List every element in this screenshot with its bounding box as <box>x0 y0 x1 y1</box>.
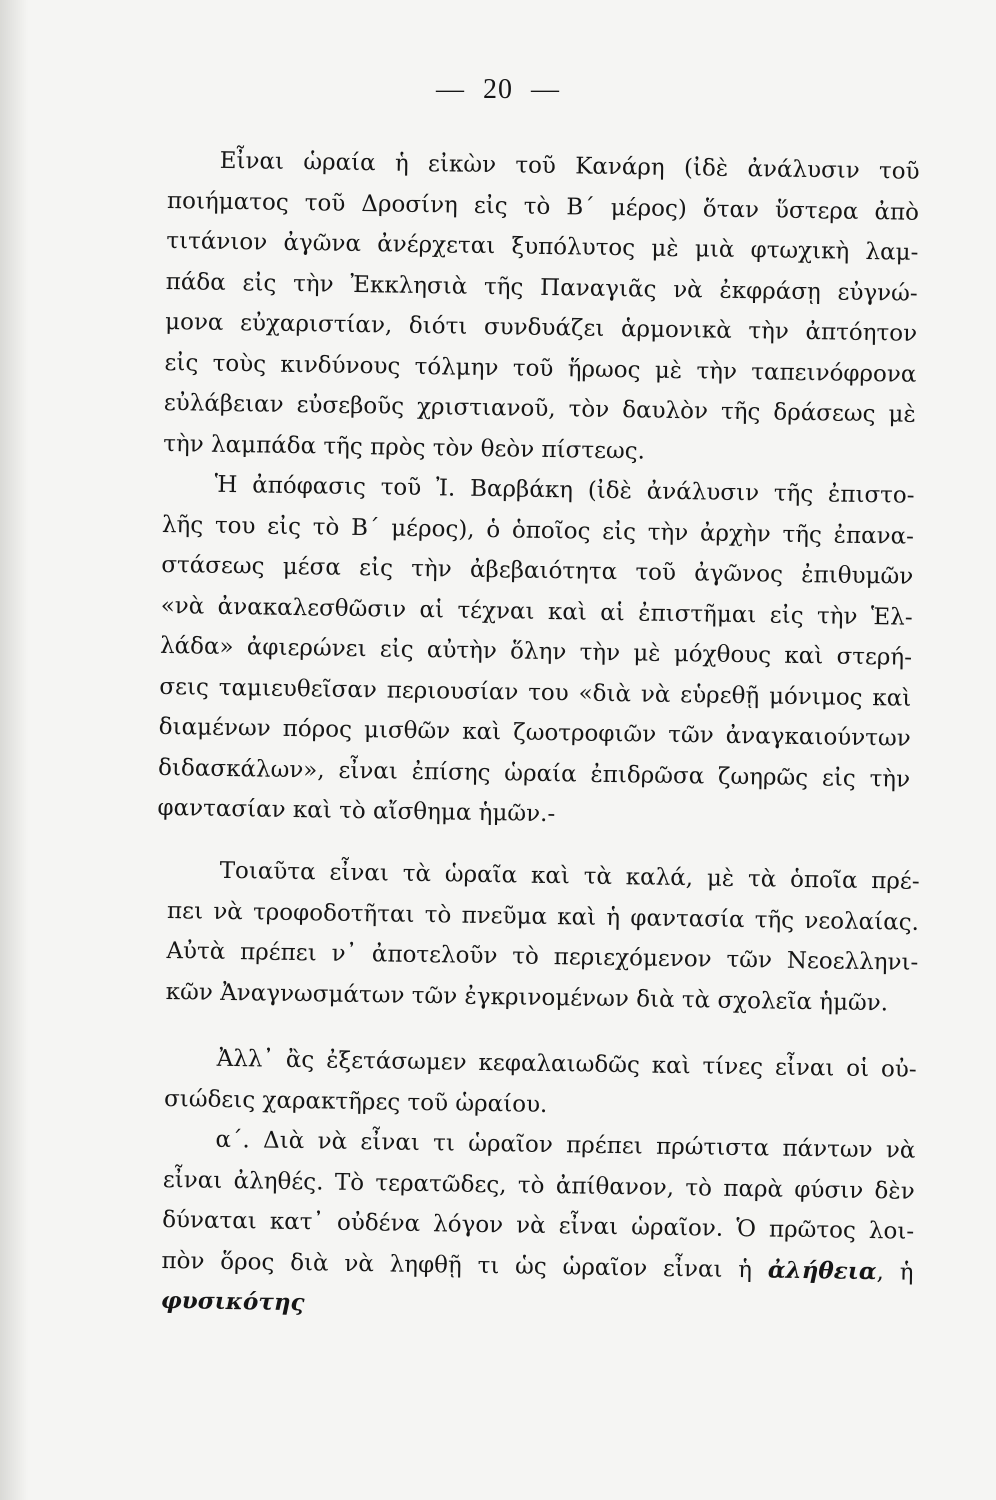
page-number <box>0 74 996 106</box>
paragraph-1-line-3: τιτάνιον ἀγῶνα ἀνέρχεται ξυπόλυτος μὲ μιὰ φτωχικὴ λαμ- <box>166 227 919 266</box>
paragraph-2-line-2: λῆς του εἰς τὸ Β΄ μέρος), ὁ ὁποῖος εἰς τὴν ἀρχὴν τῆς ἐπανα- <box>161 511 915 550</box>
paragraph-3-line-2: πει νὰ τροφοδοτῆται τὸ πνεῦμα καὶ ἡ φαντασία τῆς νεολαίας. <box>166 897 920 936</box>
after-emphasis-text: , ἡ <box>876 1258 914 1286</box>
paragraph-5-line-2: εἶναι ἀληθές. Τὸ τερατῶδες, τὸ ἀπίθανον, τὸ παρὰ φύσιν δὲν <box>162 1166 915 1205</box>
paragraph-4-line-1: Ἀλλ᾽ ἂς ἐξετάσωμεν κεφαλαιωδῶς καὶ τίνες εἶναι οἱ οὐ- <box>216 1045 917 1083</box>
paragraph-2-line-5: λάδα» ἀφιερώνει εἰς αὐτὴν ὅλην τὴν μὲ μόχθους καὶ στερή- <box>159 632 913 671</box>
paragraph-1-line-1: Εἶναι ὡραία ἡ εἰκὼν τοῦ Κανάρη (ἰδὲ ἀνάλυσιν τοῦ <box>219 147 920 185</box>
page-number-value: 20 <box>483 74 513 105</box>
paragraph-5-line-3: δύναται κατ᾽ οὐδένα λόγον νὰ εἶναι ὡραῖον. Ὁ πρῶτος λοι- <box>161 1206 915 1245</box>
paragraph-2-line-7: διαμένων πόρος μισθῶν καὶ ζωοτροφιῶν τῶν ἀναγκαιούντων <box>158 713 911 752</box>
paragraph-3-line-1: Τοιαῦτα εἶναι τὰ ὡραῖα καὶ τὰ καλά, μὲ τὰ ὁποῖα πρέ- <box>219 857 920 895</box>
paragraph-2-line-8: διδασκάλων», εἶναι ἐπίσης ὡραία ἐπιδρῶσα ζωηρῶς εἰς τὴν <box>157 754 911 793</box>
paragraph-2-line-6: σεις ταμιευθεῖσαν περιουσίαν του «διὰ νὰ εὑρεθῇ μόνιμος καὶ <box>159 673 912 712</box>
paragraph-2-line-1: Ἡ ἀπόφασις τοῦ Ἰ. Βαρβάκη (ἰδὲ ἀνάλυσιν τῆς ἐπιστο- <box>214 471 915 509</box>
text-block-upper <box>157 140 920 840</box>
paragraph-2-line-4: «νὰ ἀνακαλεσθῶσιν αἱ τέχναι καὶ αἱ ἐπιστῆμαι εἰς τὴν Ἑλ- <box>160 592 913 631</box>
paragraph-1-line-4: πάδα εἰς τὴν Ἐκκλησιὰ τῆς Παναγιᾶς νὰ ἐκφράσῃ εὐγνώ- <box>165 268 918 307</box>
paragraph-5-line-4-text: πὸν ὅρος διὰ νὰ ληφθῇ τι ὡς ὡραῖον εἶναι ἡ <box>161 1247 753 1283</box>
paragraph-2-line-3: στάσεως μέσα εἰς τὴν ἀβεβαιότητα τοῦ ἀγῶνος ἐπιθυμῶν <box>161 551 914 590</box>
binding-shadow <box>0 0 28 1500</box>
paragraph-3-line-3: Αὐτὰ πρέπει ν᾽ ἀποτελοῦν τὸ περιεχόμενον τῶν Νεοελληνι- <box>166 937 919 976</box>
paragraph-1-line-6: εἰς τοὺς κινδύνους τόλμην τοῦ ἥρωος μὲ τὴν ταπεινόφρονα <box>164 349 917 388</box>
paragraph-1-line-7: εὐλάβειαν εὐσεβοῦς χριστιανοῦ, τὸν δαυλὸν τῆς δράσεως μὲ <box>163 389 916 428</box>
emphasis-truth: ἀλήθεια <box>767 1255 877 1285</box>
paragraph-5-line-1: α΄. Διὰ νὰ εἶναι τι ὡραῖον πρέπει πρώτιστα πάντων νὰ <box>215 1126 916 1164</box>
paragraph-3-line-4: κῶν Ἀναγνωσμάτων τῶν ἐγκρινομένων διὰ τὰ σχολεῖα ἡμῶν. <box>165 978 889 1016</box>
paragraph-2-line-9: φαντασίαν καὶ τὸ αἴσθημα ἡμῶν.- <box>157 794 556 828</box>
text-block-lower <box>161 850 920 1333</box>
emphasis-naturalness: φυσικότης <box>160 1286 305 1317</box>
page-number-dash-right: — <box>531 74 560 105</box>
paragraph-1-line-8: τὴν λαμπάδα τῆς πρὸς τὸν θεὸν πίστεως. <box>163 430 646 465</box>
paragraph-4-line-2: σιώδεις χαρακτῆρες τοῦ ὡραίου. <box>163 1085 548 1118</box>
paragraph-1-line-2: ποιήματος τοῦ Δροσίνη εἰς τὸ Β΄ μέρος) ὅταν ὕστερα ἀπὸ <box>166 187 920 226</box>
paragraph-1-line-5: μονα εὐχαριστίαν, διότι συνδυάζει ἁρμονικὰ τὴν ἀπτόητον <box>164 308 918 347</box>
page-number-dash-left: — <box>436 74 465 105</box>
